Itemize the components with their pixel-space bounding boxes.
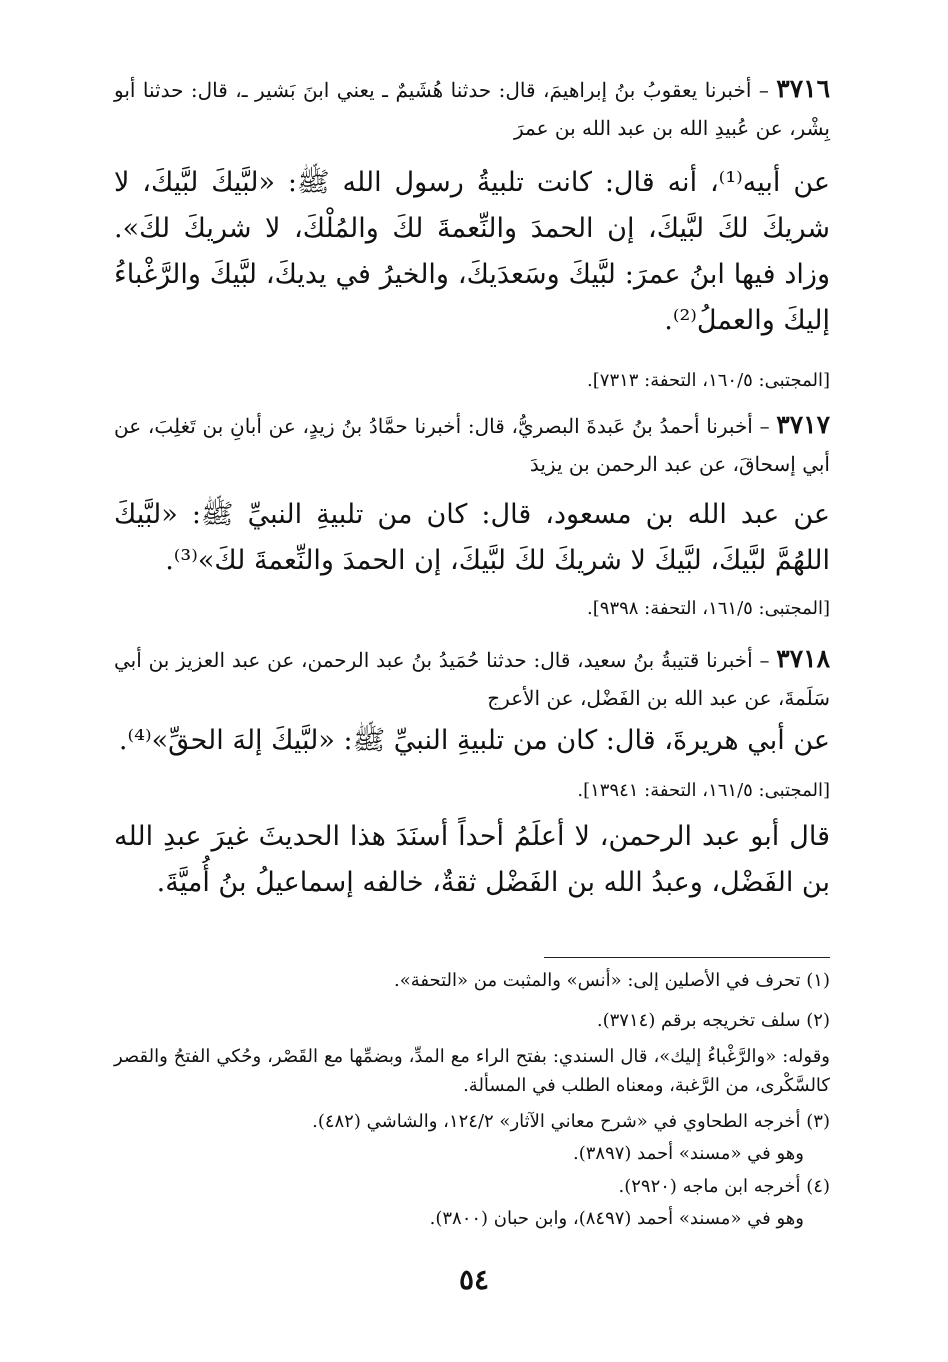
footnote-line: وقوله: «والرَّغْباءُ إليك»، قال السندي: بفتح الراء مع المدِّ، وبضمِّها مع القَصْر، وحُكي الفتحُ والقصر كالسَّكْرى، من الرَّغبة، ومعناه الطلب في المسألة. [114, 1046, 830, 1096]
footnote-line: وهو في «مسند» أحمد (٨٤٩٧)، وابن حبان (٣٨٠٠). [429, 1208, 804, 1229]
hadith-3716-reference: [المجتبى: ١٦٠/٥، التحفة: ٧٣١٣]. [587, 370, 830, 391]
isnad-text: – أخبرنا أحمدُ بنُ عَبدةَ البصريُّ، قال: أخبرنا حمَّادُ بنُ زيدٍ، عن أبانِ بن تَغلِبَ، عن أبي إسحاقَ، عن عبد الرحمن بن يزيدَ [114, 414, 830, 476]
hadith-3716-matn: عن أبيه⁽¹⁾، أنه قال: كانت تلبيةُ رسول الله ﷺ: «لبَّيكَ لبَّيكَ، لا شريكَ لكَ لبَّيكَ، إن الحمدَ والنِّعمةَ لكَ والمُلْكَ، لا شريكَ لكَ». وزاد فيها ابنُ عمرَ: لبَّيكَ وسَعدَيكَ، والخيرُ في يديكَ، لبَّيكَ والرَّغْباءُ إليكَ والعملُ⁽²⁾. [114, 167, 830, 336]
hadith-3718-chain [114, 640, 830, 717]
hadith-number: ٣٧١٧ [776, 410, 831, 439]
hadith-3718-matn: عن أبي هريرةَ، قال: كان من تلبيةِ النبيِّ ﷺ: «لبَّيكَ إلهَ الحقِّ»⁽⁴⁾. [118, 725, 830, 756]
footnote-line: وهو في «مسند» أحمد (٣٨٩٧). [572, 1143, 804, 1164]
hadith-number: ٣٧١٨ [776, 644, 831, 673]
hadith-3718-reference: [المجتبى: ١٦١/٥، التحفة: ١٣٩٤١]. [577, 780, 830, 801]
hadith-3717-reference: [المجتبى: ١٦١/٥، التحفة: ٩٣٩٨]. [587, 598, 830, 619]
isnad-text: – أخبرنا يعقوبُ بنُ إبراهيمَ، قال: حدثنا هُشَيمٌ ـ يعني ابنَ بَشير ـ، قال: حدثنا أبو بِشْر، عن عُبيدِ الله بن عبد الله بن عمرَ [114, 78, 830, 140]
footnote-line: (٣) أخرجه الطحاوي في «شرح معاني الآثار» ١٢٤/٢، والشاشي (٤٨٢). [312, 1111, 830, 1132]
footnote-line: (٢) سلف تخريجه برقم (٣٧١٤). [596, 1010, 830, 1031]
hadith-3716-chain [114, 70, 830, 147]
footnote-line: (٤) أخرجه ابن ماجه (٢٩٢٠). [618, 1176, 830, 1197]
isnad-text: – أخبرنا قتيبةُ بنُ سعيد، قال: حدثنا حُمَيدُ بنُ عبد الرحمن، عن عبد العزيز بن أبي سَلَمةَ، عن عبد الله بن الفَضْل، عن الأعرج [114, 648, 830, 710]
page-number: ٥٤ [458, 1263, 490, 1296]
hadith-3717-chain [114, 406, 830, 483]
hadith-number: ٣٧١٦ [776, 74, 830, 103]
hadith-3717-matn: عن عبد الله بن مسعود، قال: كان من تلبيةِ النبيِّ ﷺ: «لبَّيكَ اللهُمَّ لبَّيكَ، لبَّيكَ لا شريكَ لكَ لبَّيكَ، إن الحمدَ والنِّعمةَ لكَ»⁽³⁾. [114, 499, 830, 576]
author-remark: قال أبو عبد الرحمن، لا أعلَمُ أحداً أسنَدَ هذا الحديثَ غيرَ عبدِ الله بن الفَضْل، وعبدُ الله بن الفَضْل ثقةٌ، خالفه إسماعيلُ بنُ أُميَّةَ. [114, 821, 830, 898]
footnote-divider [544, 957, 830, 958]
footnote-line: (١) تحرف في الأصلين إلى: «أنس» والمثبت من «التحفة». [393, 970, 830, 991]
